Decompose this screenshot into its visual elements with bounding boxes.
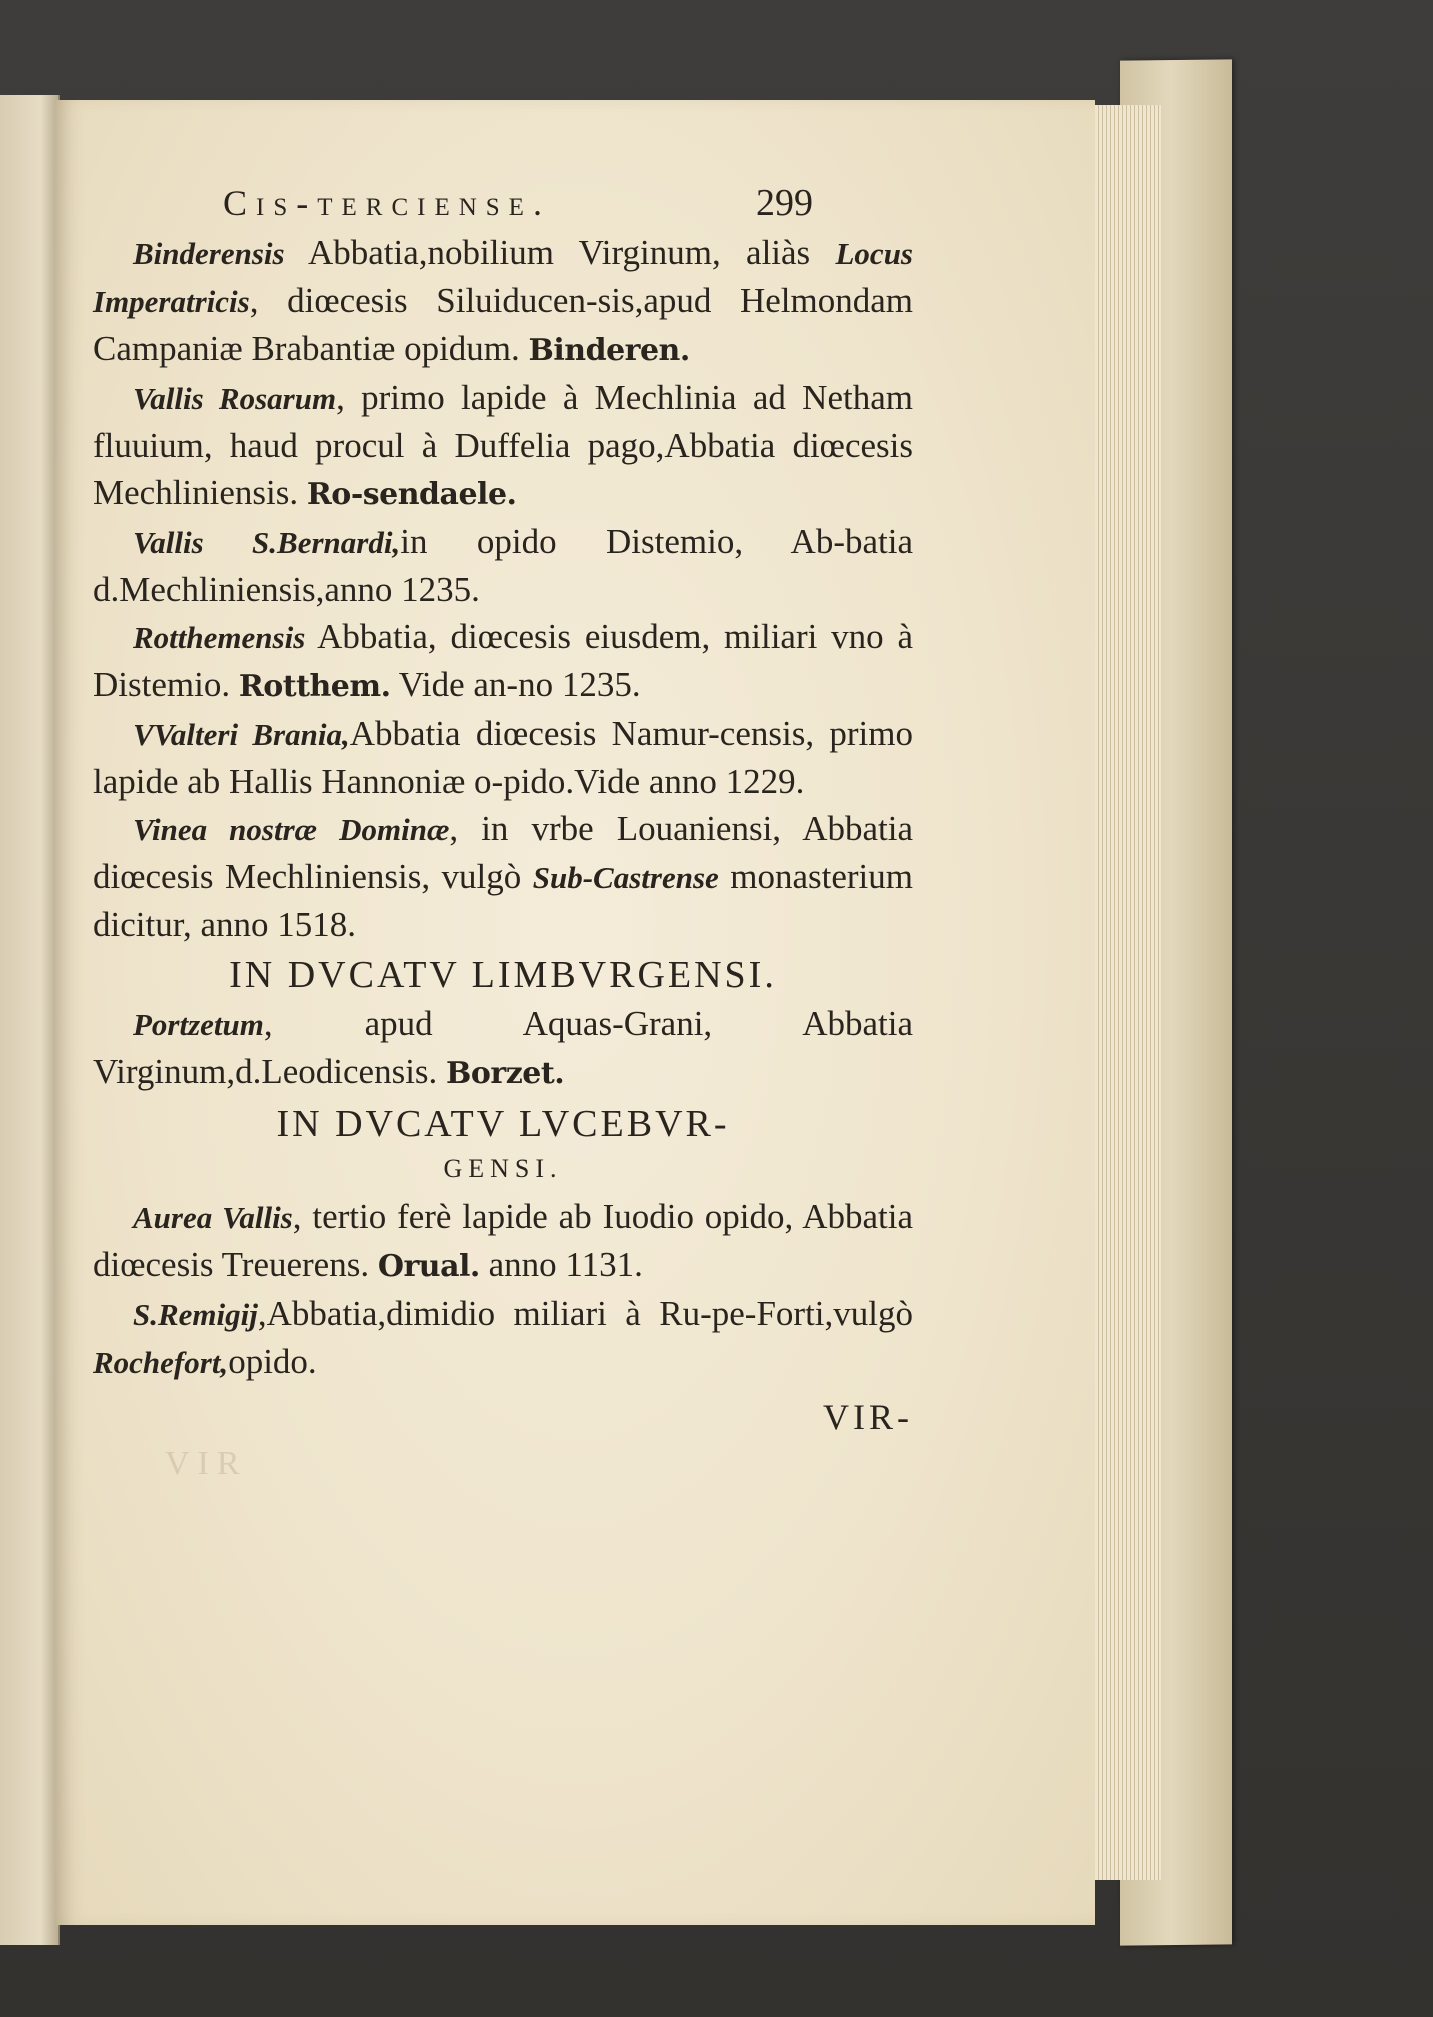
entry-text: opido. [228, 1342, 317, 1381]
section-heading-luxemburg: IN DVCATV LVCEBVR- [276, 1103, 730, 1145]
entry-text: Abbatia, diœcesis eiusdem, miliari vno à Distemio. [93, 617, 913, 704]
vernacular-name: Borzet. [446, 1056, 565, 1091]
entry-walteri-brania [93, 710, 913, 805]
entry-name-alt: Sub-Castrense [532, 860, 719, 895]
running-head [223, 180, 813, 227]
section-heading-luxemburg-cont: GENSI. [443, 1154, 563, 1183]
entry-portzetum [93, 1000, 913, 1097]
entry-text: Abbatia diœcesis Namur-censis, primo lapide ab Hallis Hannoniæ o-pido.Vide anno 1229. [93, 714, 913, 801]
vernacular-name: Rotthem. [238, 669, 391, 704]
entry-name: S.Remigij [133, 1297, 258, 1332]
entry-name: Vallis S.Bernardi, [133, 525, 401, 560]
entry-text: , primo lapide à Mechlinia ad Netham fluuium, haud procul à Duffelia pago,Abbatia diœcesis Mechliniensis. [93, 378, 913, 512]
vernacular-name: Binderen. [528, 333, 690, 368]
entry-name-alt: Rochefort, [93, 1345, 229, 1380]
book-page [55, 100, 1095, 1925]
vernacular-name: Orual. [377, 1249, 480, 1284]
entry-text: Abbatia,nobilium Virginum, aliàs [284, 233, 836, 272]
entry-name: Binderensis [133, 236, 285, 271]
entry-name: Vinea nostræ Dominæ [133, 812, 450, 847]
entry-text: anno 1131. [479, 1245, 643, 1284]
entry-name-alt: Locus Imperatricis [93, 236, 913, 319]
entry-text: , apud Aquas-Grani, Abbatia Virginum,d.Leodicensis. [93, 1004, 913, 1091]
entry-aurea-vallis [93, 1193, 913, 1290]
entry-text: , tertio ferè lapide ab Iuodio opido, Abbatia diœcesis Treuerens. [93, 1197, 913, 1284]
entry-text: Vide an-no 1235. [390, 665, 641, 704]
entry-vallis-rosarum [93, 374, 913, 518]
entry-name: VValteri Brania, [133, 717, 350, 752]
show-through-text: VIR [165, 1445, 248, 1482]
entry-text: monasterium dicitur, anno 1518. [93, 857, 913, 944]
entry-text: in opido Distemio, Ab-batia d.Mechliniensis,anno 1235. [93, 522, 913, 609]
left-page-edge [0, 95, 60, 1945]
entry-text: ,Abbatia,dimidio miliari à Ru-pe-Forti,vulgò [257, 1294, 913, 1333]
entry-vinea-nostrae-dominae [93, 805, 913, 948]
entry-text: , diœcesis Siluiducen-sis,apud Helmondam Campaniæ Brabantiæ opidum. [93, 281, 913, 368]
entry-name: Aurea Vallis [133, 1200, 293, 1235]
entry-name: Vallis Rosarum [133, 381, 337, 416]
catchword: VIR- [823, 1397, 913, 1437]
running-head-title: Cis-terciense. [223, 183, 551, 223]
entry-rotthemensis [93, 613, 913, 710]
entry-name: Portzetum [133, 1007, 264, 1042]
entry-s-remigii [93, 1290, 913, 1386]
text-block [93, 180, 913, 1441]
entry-name: Rotthemensis [133, 620, 306, 655]
entry-binderensis [93, 229, 913, 374]
page-block-edges [1090, 105, 1161, 1880]
entry-text: , in vrbe Louaniensi, Abbatia diœcesis Mechliniensis, vulgò [93, 809, 913, 896]
vernacular-name: Ro-sendaele. [306, 477, 517, 512]
section-heading-limburg: IN DVCATV LIMBVRGENSI. [229, 954, 777, 996]
page-number: 299 [756, 182, 813, 224]
entry-vallis-s-bernardi [93, 518, 913, 613]
